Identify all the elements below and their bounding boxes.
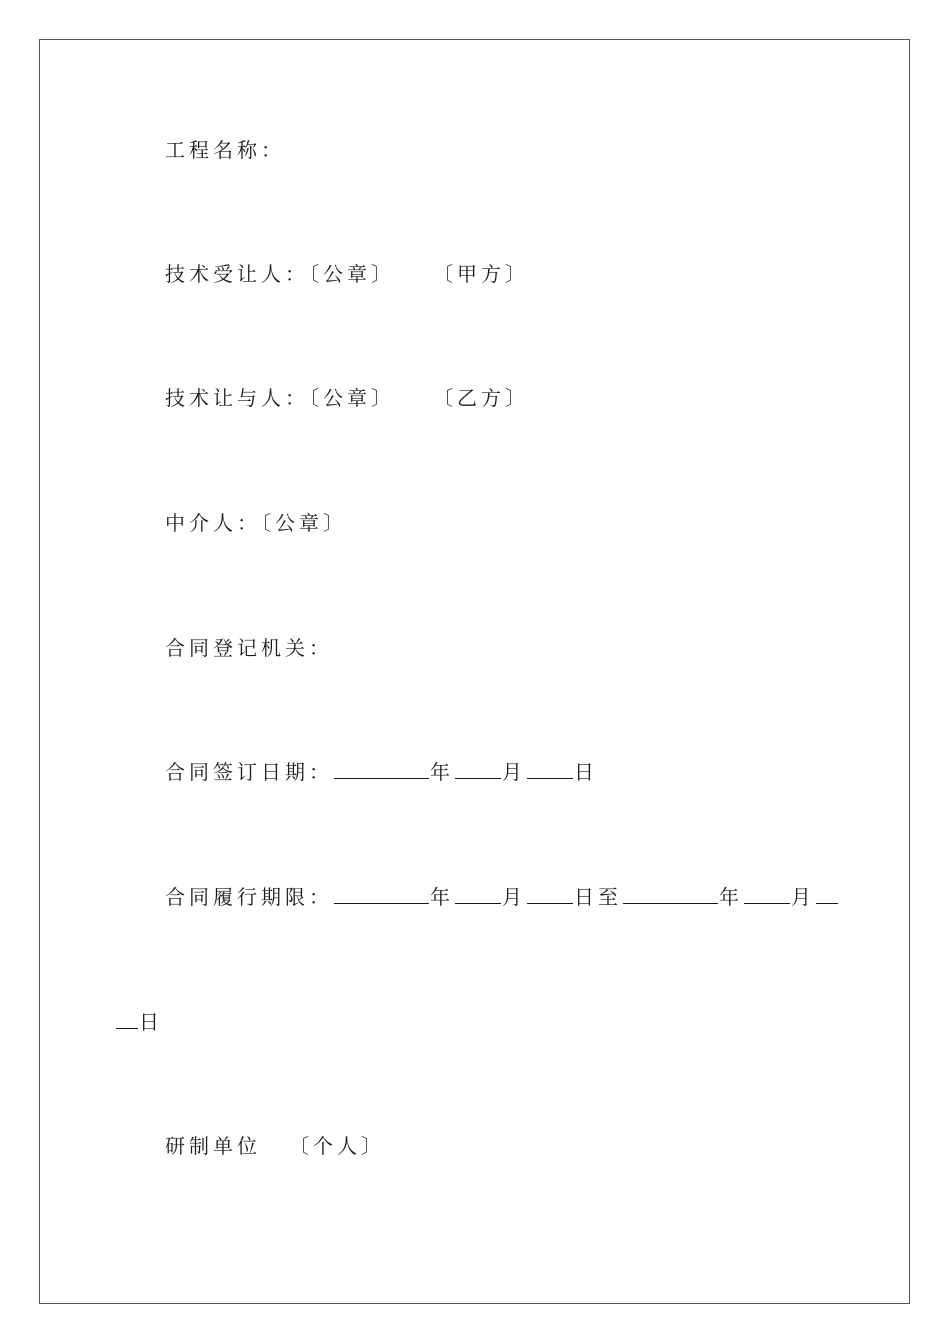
period-end-day-unit: 日 bbox=[139, 1010, 163, 1034]
intermediary-line bbox=[165, 511, 347, 535]
period-start-year-blank bbox=[334, 885, 429, 904]
transferee-seal: 〔公章〕 bbox=[309, 262, 395, 286]
period-end-month-unit: 月 bbox=[791, 885, 815, 909]
signing-day-blank bbox=[527, 760, 573, 779]
signing-month-blank bbox=[455, 760, 501, 779]
transferor-line bbox=[165, 386, 529, 410]
intermediary-label: 中介人： bbox=[165, 511, 261, 535]
period-end-day-blank-b bbox=[116, 1010, 138, 1029]
intermediary-seal: 〔公章〕 bbox=[261, 511, 347, 535]
transferee-party: 〔甲方〕 bbox=[433, 262, 529, 286]
signing-date-label: 合同签订日期： bbox=[165, 760, 333, 784]
registry-label: 合同登记机关： bbox=[165, 636, 333, 660]
period-start-month-unit: 月 bbox=[502, 885, 526, 909]
period-day-to: 日至 bbox=[574, 885, 622, 909]
transferor-label: 技术让与人： bbox=[165, 386, 309, 410]
signing-date-line bbox=[165, 760, 598, 784]
performance-period-line bbox=[165, 885, 839, 909]
developer-line bbox=[165, 1134, 385, 1158]
performance-period-label: 合同履行期限： bbox=[165, 885, 333, 909]
period-start-year-unit: 年 bbox=[430, 885, 454, 909]
period-start-day-blank bbox=[527, 885, 573, 904]
page-frame bbox=[39, 39, 910, 1304]
signing-year-blank bbox=[334, 760, 429, 779]
project-name-label: 工程名称： bbox=[165, 138, 285, 162]
period-end-year-blank bbox=[623, 885, 718, 904]
signing-day-unit: 日 bbox=[574, 760, 598, 784]
developer-label: 研制单位 bbox=[165, 1134, 261, 1158]
signing-month-unit: 月 bbox=[502, 760, 526, 784]
transferor-party: 〔乙方〕 bbox=[433, 386, 529, 410]
transferee-label: 技术受让人： bbox=[165, 262, 309, 286]
period-end-year-unit: 年 bbox=[719, 885, 743, 909]
performance-period-wrap-line bbox=[115, 1010, 163, 1034]
period-start-month-blank bbox=[455, 885, 501, 904]
registry-line bbox=[165, 636, 333, 660]
signing-year-unit: 年 bbox=[430, 760, 454, 784]
project-name-line bbox=[165, 138, 285, 162]
period-end-day-blank-a bbox=[816, 885, 838, 904]
developer-note: 〔个人〕 bbox=[289, 1134, 385, 1158]
transferor-seal: 〔公章〕 bbox=[309, 386, 395, 410]
transferee-line bbox=[165, 262, 529, 286]
period-end-month-blank bbox=[744, 885, 790, 904]
